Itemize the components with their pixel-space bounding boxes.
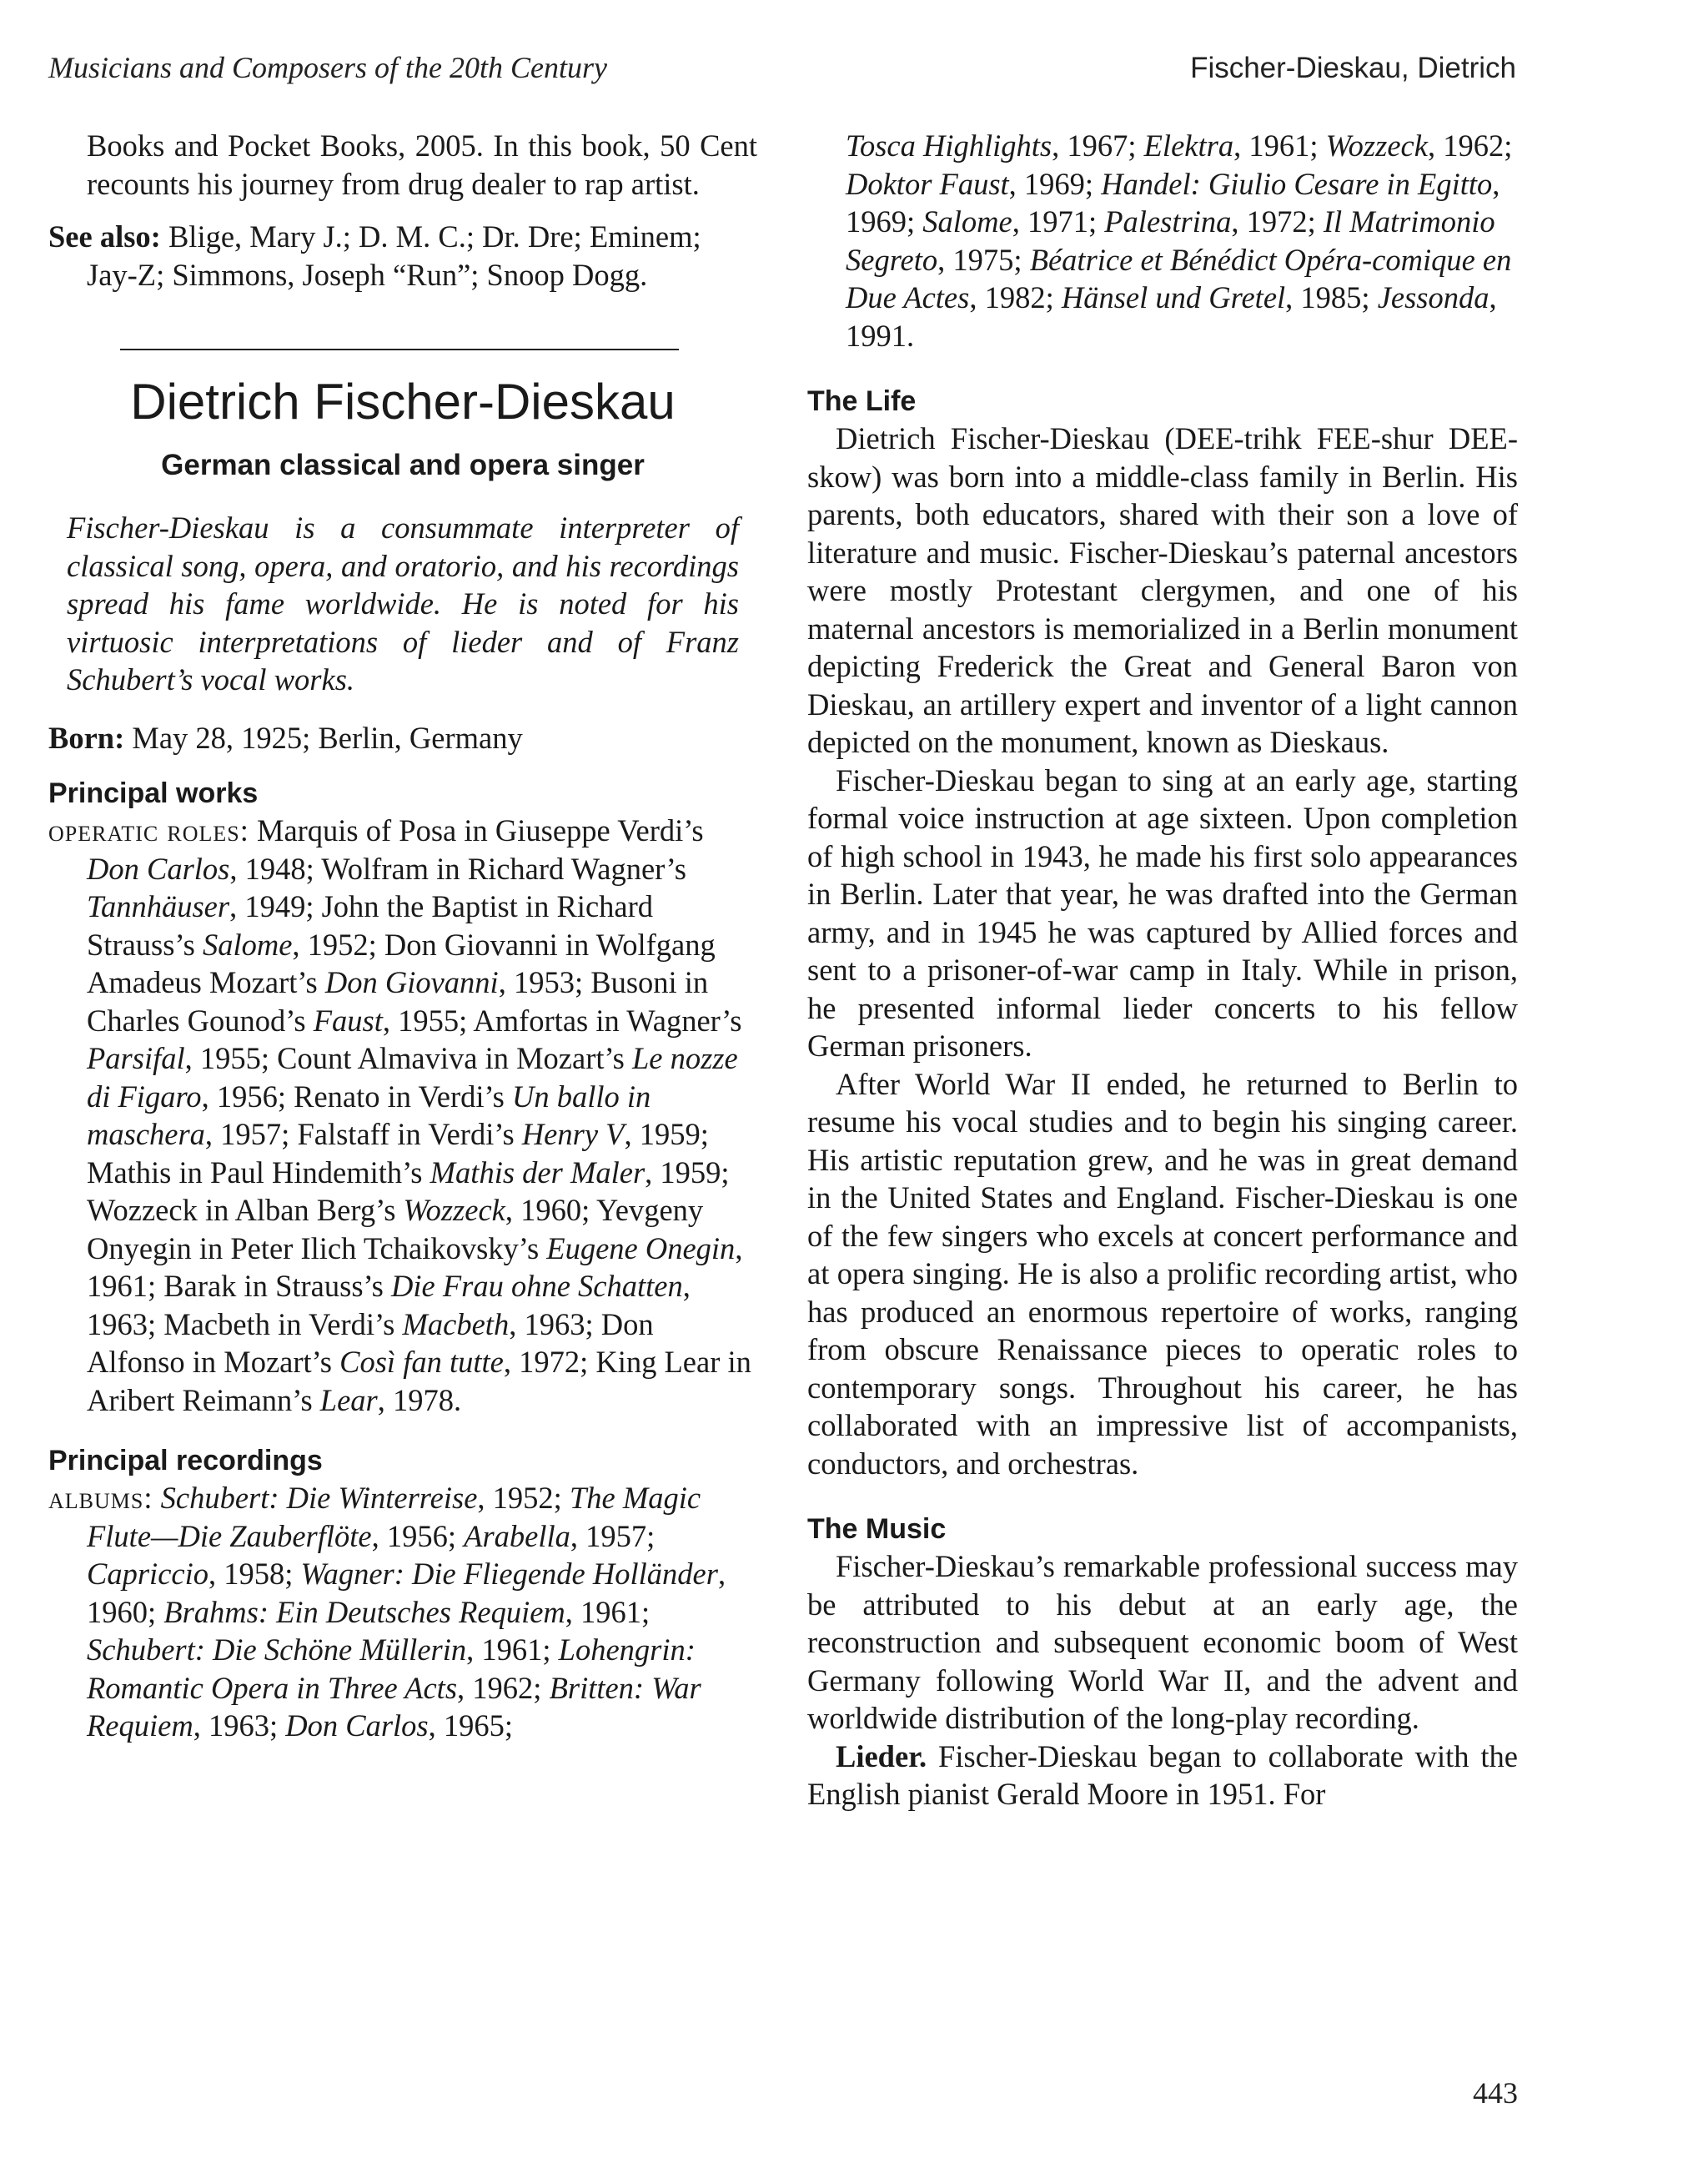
album-item-title: Wozzeck	[1325, 128, 1428, 163]
lieder-paragraph	[807, 1738, 1518, 1813]
operatic-role-item	[163, 1307, 600, 1341]
album-item	[846, 167, 1101, 201]
operatic-role-item-year: , 1978.	[377, 1382, 462, 1417]
operatic-role-item-title: Mathis der Maler	[430, 1154, 646, 1190]
the-life-paragraph-1: Dietrich Fischer-Dieskau (DEE-trihk FEE-shur DEE-skow) was born into a middle-class family in Berlin. His parents, both educators, shared with their son a love of literature and music. Fischer-Dieskau’s paternal ancestors were mostly Protestant clergymen, and one of his maternal ancestors is memorialized in a Berlin monument depicting Frederick the Great and General Baron von Dieskau, an artillery expert and inventor of a light cannon depicted on the monument, known as Dieskaus.	[807, 421, 1518, 759]
album-item	[163, 1595, 650, 1629]
operatic-role-item-title: Die Frau ohne Schatten	[391, 1269, 683, 1303]
operatic-role-item-year: , 1955;	[184, 1041, 278, 1075]
operatic-role-item-year: , 1957;	[204, 1117, 298, 1151]
page-number: 443	[1473, 2076, 1518, 2110]
operatic-role-item-year: , 1961;	[87, 1230, 743, 1303]
born-value: May 28, 1925; Berlin, Germany	[132, 720, 523, 755]
right-column	[807, 127, 1518, 1813]
operatic-role-item-year: , 1952;	[292, 927, 384, 962]
operatic-role-item-role: Macbeth in Verdi’s	[163, 1306, 403, 1341]
album-item-title: Wagner: Die Fliegende Holländer	[300, 1557, 718, 1591]
operatic-role-item-year: , 1956;	[201, 1079, 294, 1114]
operatic-role-item-year: , 1963;	[87, 1269, 691, 1341]
operatic-role-item-title: Un ballo in maschera	[87, 1079, 651, 1151]
album-item-title: Schubert: Die Winterreise	[160, 1481, 478, 1515]
album-item-title: Brahms: Ein Deutsches Requiem	[163, 1594, 565, 1629]
article-summary: Fischer-Dieskau is a consummate interpreter of classical song, opera, and oratorio, and his recordings spread his fame worldwide. He is noted for his virtuosic interpretations of lieder and of Franz Schubert’s vocal works.	[67, 511, 739, 697]
operatic-role-item-year: , 1972;	[503, 1345, 596, 1379]
operatic-role-item-role: Barak in Strauss’s	[163, 1269, 391, 1303]
operatic-role-item-role: Busoni in Charles Gounod’s	[87, 965, 709, 1038]
principal-works-list	[48, 812, 757, 1419]
operatic-role-item-role: Falstaff in Verdi’s	[297, 1117, 522, 1151]
operatic-role-item-title: Così fan tutte	[339, 1345, 504, 1379]
album-item-title: Tosca Highlights	[846, 128, 1052, 163]
running-head-left: Musicians and Composers of the 20th Century	[48, 51, 607, 84]
principal-recordings-heading: Principal recordings	[48, 1445, 323, 1476]
album-item-year: , 1958;	[208, 1557, 301, 1591]
operatic-role-item-title: Eugene Onegin	[546, 1230, 736, 1265]
album-item	[1326, 128, 1513, 163]
born-line	[48, 719, 757, 757]
album-item-title: Hänsel und Gretel	[1061, 280, 1286, 314]
article-title: Dietrich Fischer-Dieskau	[130, 374, 676, 430]
operatic-role-item-title: Faust	[313, 1003, 383, 1038]
album-item-title: Arabella	[464, 1518, 570, 1553]
album-item-year: , 1961;	[565, 1594, 651, 1629]
lieder-text: Fischer-Dieskau began to collaborate with the English pianist Gerald Moore in 1951. For	[807, 1738, 1519, 1811]
album-item-title: The Magic Flute—Die Zauberflöte	[87, 1481, 701, 1553]
left-column	[48, 127, 757, 1745]
operatic-role-item-year: , 1949;	[229, 889, 322, 923]
see-also	[48, 218, 757, 294]
album-item-year: , 1961;	[466, 1632, 559, 1667]
album-item	[161, 1481, 570, 1515]
operatic-role-item-year: , 1963;	[509, 1306, 601, 1341]
operatic-role-item-role: Count Almaviva in Mozart’s	[277, 1041, 632, 1075]
operatic-role-item-title: Salome	[202, 927, 293, 962]
operatic-role-item-year: , 1959;	[645, 1154, 730, 1190]
album-item-title: Capriccio	[87, 1557, 208, 1591]
article-subtitle: German classical and opera singer	[161, 449, 645, 481]
continuation-text: Books and Pocket Books, 2005. In this book, 50 Cent recounts his journey from drug dealer to rap artist.	[87, 128, 757, 201]
operatic-role-item-role: King Lear in Aribert Reimann’s	[87, 1345, 751, 1417]
operatic-role-item-role: Don Alfonso in Mozart’s	[87, 1306, 654, 1379]
operatic-role-item-title: Tannhäuser	[87, 889, 230, 923]
operatic-role-item-role: John the Baptist in Richard Strauss’s	[87, 889, 653, 962]
operatic-role-item-role: Amfortas in Wagner’s	[473, 1003, 742, 1038]
born-label: Born:	[48, 720, 125, 755]
operatic-role-item-year: , 1948;	[229, 851, 322, 886]
operatic-role-item-role: Don Giovanni in Wolfgang Amadeus Mozart’s	[87, 927, 716, 999]
operatic-role-item	[87, 1155, 730, 1190]
album-item-title: Béatrice et Bénédict Opéra-comique en Due Actes	[846, 242, 1512, 314]
lieder-label: Lieder.	[836, 1738, 927, 1773]
operatic-role-item-title: Don Giovanni	[324, 965, 499, 999]
album-item-title: Elektra	[1143, 128, 1234, 163]
section-rule	[120, 349, 679, 350]
album-item-year: , 1962;	[457, 1670, 550, 1705]
album-item-year: , 1969;	[846, 166, 1500, 239]
album-item	[846, 128, 1144, 163]
principal-recordings-list	[48, 1479, 757, 1745]
principal-works-heading: Principal works	[48, 777, 259, 809]
album-item-year: , 1957;	[570, 1518, 656, 1553]
album-item	[87, 1557, 301, 1591]
operatic-role-item-title: Le nozze di Figaro	[87, 1041, 738, 1114]
operatic-role-item	[297, 1117, 708, 1151]
album-item-title: Schubert: Die Schöne Müllerin	[87, 1632, 467, 1667]
operatic-role-item-year: , 1955;	[382, 1003, 474, 1038]
album-item-title: Salome	[922, 204, 1012, 239]
album-item	[1062, 280, 1378, 314]
album-item-title: Britten: War Requiem	[87, 1670, 701, 1743]
album-item-year: , 1991.	[846, 280, 1497, 353]
album-item-year: , 1982;	[969, 280, 1062, 314]
running-head-right: Fischer-Dieskau, Dietrich	[1190, 52, 1516, 84]
operatic-role-item-role: Yevgeny Onyegin in Peter Ilich Tchaikovsky’s	[87, 1193, 704, 1265]
operatic-roles-items	[87, 813, 751, 1417]
album-item-year: , 1965;	[428, 1708, 514, 1743]
operatic-role-item-role: Marquis of Posa in Giuseppe Verdi’s	[256, 813, 704, 848]
album-item-title: Don Carlos	[285, 1708, 429, 1743]
operatic-role-item-title: Macbeth	[402, 1306, 510, 1341]
album-item-title: Il Matrimonio Segreto	[846, 204, 1495, 277]
album-item-year: , 1956;	[371, 1518, 465, 1553]
operatic-role-item-title: Parsifal	[87, 1041, 185, 1075]
the-life-paragraph-2: Fischer-Dieskau began to sing at an early age, starting formal voice instruction at age sixteen. Upon completion of high school in 1943, he made his first solo appearances in Berlin. Later that year, he was drafted into the German army, and in 1945 he was captured by Allied forces and sent to a prisoner-of-war camp in Italy. While in prison, he presented informal lieder concerts to his fellow German prisoners.	[807, 762, 1518, 1063]
album-item-title: Jessonda	[1377, 280, 1489, 314]
operatic-role-item-title: Don Carlos	[87, 851, 230, 886]
album-item-year: , 1963;	[193, 1708, 286, 1743]
album-item-title: Handel: Giulio Cesare in Egitto	[1101, 166, 1493, 201]
album-item-year: , 1975;	[937, 242, 1030, 277]
album-item-year: , 1952;	[477, 1481, 570, 1515]
album-item	[1144, 128, 1326, 163]
operatic-role-item	[87, 1193, 596, 1227]
operatic-role-item-year: , 1953;	[498, 965, 591, 999]
album-item-year: , 1962;	[1427, 128, 1513, 163]
album-item	[285, 1708, 513, 1743]
album-item-year: , 1971;	[1012, 204, 1105, 239]
album-item-year: , 1985;	[1285, 280, 1378, 314]
album-item-year: , 1960;	[87, 1557, 726, 1629]
albums-items	[87, 1481, 726, 1743]
albums-label: albums:	[48, 1481, 153, 1515]
see-also-text: Blige, Mary J.; D. M. C.; Dr. Dre; Eminem; Jay-Z; Simmons, Joseph “Run”; Snoop Dogg.	[87, 219, 701, 292]
see-also-label: See also:	[48, 219, 161, 254]
album-item-year: , 1961;	[1233, 128, 1326, 163]
album-item	[87, 1632, 559, 1667]
album-item	[922, 204, 1104, 239]
principal-recordings-continuation	[807, 127, 1518, 355]
album-item-year: , 1969;	[1008, 166, 1102, 201]
operatic-roles-label: operatic roles:	[48, 813, 249, 848]
the-life-heading: The Life	[807, 385, 917, 417]
album-item-title: Lohengrin: Romantic Opera in Three Acts	[87, 1632, 696, 1705]
album-item-year: , 1972;	[1231, 204, 1324, 239]
the-music-heading: The Music	[807, 1513, 947, 1545]
operatic-role-item-year: , 1960;	[505, 1193, 597, 1227]
operatic-role-item-title: Henry V	[521, 1117, 625, 1151]
operatic-role-item-year: , 1959;	[624, 1117, 709, 1151]
operatic-role-item-title: Lear	[319, 1382, 378, 1417]
operatic-role-item-title: Wozzeck	[403, 1193, 505, 1227]
album-item	[1104, 204, 1324, 239]
album-item	[464, 1519, 655, 1553]
album-item-year: , 1967;	[1052, 128, 1144, 163]
operatic-role-item-role: Wozzeck in Alban Berg’s	[87, 1193, 404, 1227]
operatic-role-item-role: Renato in Verdi’s	[294, 1079, 512, 1114]
operatic-role-item-role: Wolfram in Richard Wagner’s	[321, 851, 687, 886]
the-music-paragraph: Fischer-Dieskau’s remarkable professional success may be attributed to his debut at an early age, the reconstruction and subsequent economic boom of West Germany following World War II, and the advent and worldwide distribution of the long-play recording.	[807, 1549, 1518, 1735]
operatic-role-item-role: Mathis in Paul Hindemith’s	[87, 1154, 430, 1190]
album-item-title: Doktor Faust	[846, 166, 1009, 201]
the-life-paragraph-3: After World War II ended, he returned to Berlin to resume his vocal studies and to begin his singing career. His artistic reputation grew, and he was in great demand in the United States and England. Fischer-Dieskau is one of the few singers who excels at concert performance and at opera singing. He is also a prolific recording artist, who has produced an enormous repertoire of works, ranging from obscure Renaissance pieces to operatic roles to contemporary songs. Throughout his career, he has collaborated with an impressive list of accompanists, conductors, and orchestras.	[807, 1066, 1518, 1481]
album-item-title: Palestrina	[1104, 204, 1232, 239]
